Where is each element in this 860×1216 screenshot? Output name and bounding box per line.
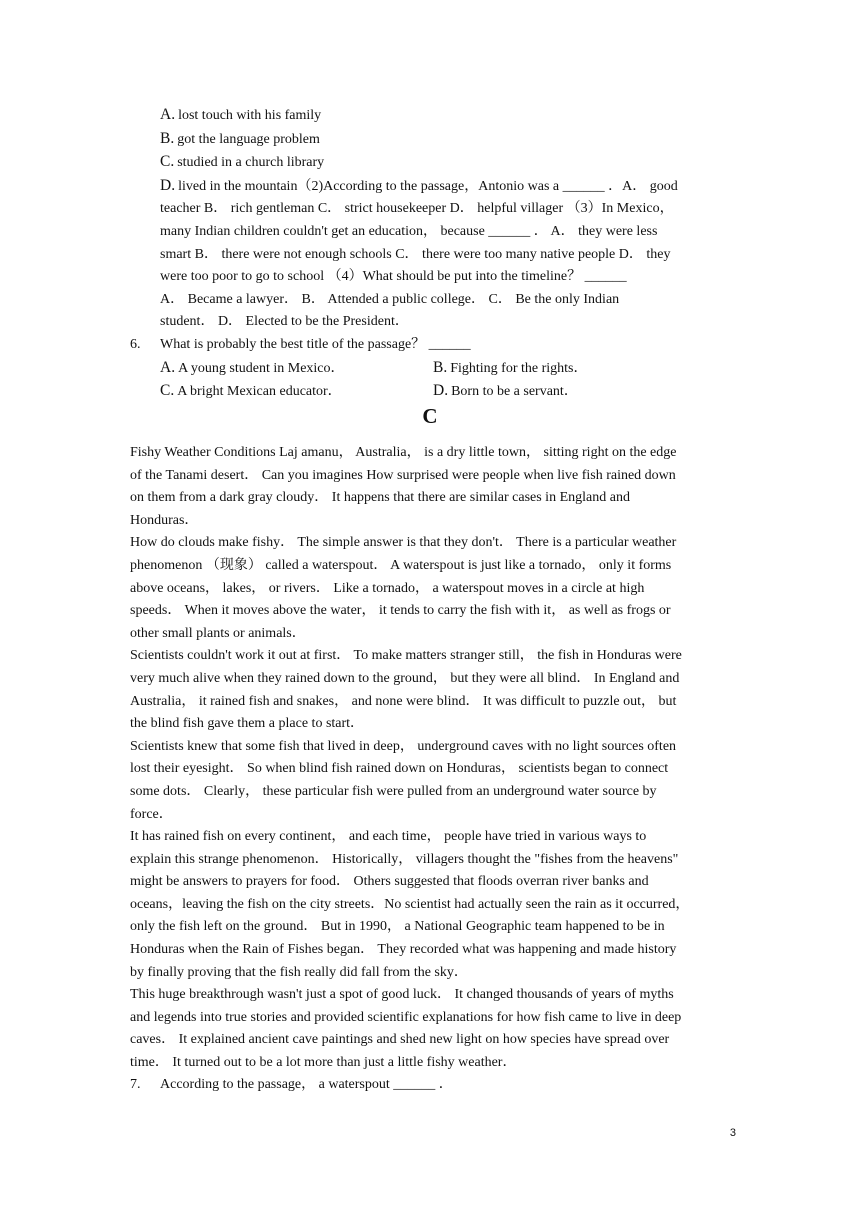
passage-line: Australia， it rained fish and snakes， and none were blind． It was difficult to puzzle out， but bbox=[130, 693, 677, 709]
q6-option-a: A. A young student in Mexico． bbox=[160, 358, 345, 376]
passage-line: of the Tanami desert． Can you imagines How surprised were people when live fish rained down bbox=[130, 467, 676, 483]
passage-line: and legends into true stories and provided scientific explanations for how fish came to live in deep bbox=[130, 1009, 682, 1025]
passage-line: speeds． When it moves above the water， it tends to carry the fish with it， as well as frogs or bbox=[130, 603, 671, 619]
page-number: 3 bbox=[729, 1127, 736, 1139]
passage-line: force． bbox=[130, 806, 173, 822]
continuation-line: teacher B． rich gentleman C． strict housekeeper D． helpful villager （3）In Mexico， bbox=[160, 201, 674, 217]
passage-line: some dots． Clearly， these particular fish were pulled from an underground water source by bbox=[130, 783, 657, 799]
options-block bbox=[130, 104, 730, 404]
passage-line: above oceans， lakes， or rivers． Like a tornado， a waterspout moves in a circle at high bbox=[130, 580, 645, 596]
passage-line: This huge breakthrough wasn't just a spot of good luck． It changed thousands of years of myths bbox=[130, 987, 674, 1003]
option-b: B. got the language problem bbox=[160, 129, 320, 147]
passage-line: very much alive when they rained down to the ground， but they were all blind． In England and bbox=[130, 670, 680, 686]
passage-line: explain this strange phenomenon． Historically， villagers thought the "fishes from the heavens" bbox=[130, 851, 679, 867]
section-title: C bbox=[422, 404, 438, 428]
question-6: 6. What is probably the best title of the passage？ ______ bbox=[130, 336, 471, 352]
passage-line: the blind fish gave them a place to start． bbox=[130, 716, 365, 732]
passage-line: oceans，leaving the fish on the city streets．No scientist had actually seen the rain as it occurred， bbox=[130, 896, 690, 912]
passage-line: caves． It explained ancient cave paintings and shed new light on how species have spread over bbox=[130, 1032, 670, 1048]
continuation-line: many Indian children couldn't get an education， because ______ ． A． they were less bbox=[160, 223, 658, 239]
passage-line: on them from a dark gray cloudy． It happens that there are similar cases in England and bbox=[130, 490, 630, 506]
continuation-line: were too poor to go to school （4）What should be put into the timeline？ ______ bbox=[160, 269, 627, 285]
passage-line: other small plants or animals． bbox=[130, 625, 306, 641]
passage-line: It has rained fish on every continent， and each time， people have tried in various ways to bbox=[130, 829, 647, 845]
passage-line: Honduras when the Rain of Fishes began． They recorded what was happening and made history bbox=[130, 942, 677, 958]
passage-line: lost their eyesight． So when blind fish rained down on Honduras， scientists began to connect bbox=[130, 761, 669, 777]
passage-line: How do clouds make fishy． The simple answer is that they don't． There is a particular weather bbox=[130, 535, 677, 551]
passage-line: time． It turned out to be a lot more than just a little fishy weather． bbox=[130, 1055, 517, 1071]
q6-option-b: B. Fighting for the rights． bbox=[433, 358, 588, 376]
continuation-line: A． Became a lawyer． B． Attended a public college． C． Be the only Indian bbox=[160, 291, 620, 307]
q6-option-c: C. A bright Mexican educator． bbox=[160, 382, 342, 400]
option-c: C. studied in a church library bbox=[160, 153, 325, 171]
passage-line: Scientists couldn't work it out at first． To make matters stranger still， the fish in Honduras were bbox=[130, 648, 682, 664]
option-a: A. lost touch with his family bbox=[160, 106, 322, 123]
passage-line: might be answers to prayers for food． Others suggested that floods overran river banks and bbox=[130, 874, 649, 890]
passage-line: phenomenon （现象） called a waterspout． A waterspout is just like a tornado， only it forms bbox=[130, 557, 672, 573]
option-d: D. lived in the mountain（2)According to the passage，Antonio was a ______ ．A． good bbox=[160, 176, 678, 194]
continuation-line: smart B． there were not enough schools C． there were too many native people D． they bbox=[160, 246, 671, 262]
question-6-options-row-2 bbox=[130, 380, 730, 404]
continuation-line: student． D． Elected to be the President． bbox=[160, 314, 409, 330]
question-7: 7. According to the passage， a waterspout ______ ． bbox=[130, 1077, 453, 1092]
passage-line: Scientists knew that some fish that lived in deep， underground caves with no light sources often bbox=[130, 738, 677, 754]
q6-option-d: D. Born to be a servant． bbox=[433, 382, 578, 400]
passage-line: only the fish left on the ground． But in 1990， a National Geographic team happened to be in bbox=[130, 919, 665, 935]
passage-line: Honduras． bbox=[130, 512, 199, 528]
passage bbox=[130, 442, 730, 1075]
passage-line: by finally proving that the fish really did fall from the sky． bbox=[130, 964, 468, 980]
question-6-options-row-1 bbox=[130, 357, 730, 381]
passage-line: Fishy Weather Conditions Laj amanu， Australia， is a dry little town， sitting right on the edge bbox=[130, 445, 677, 460]
